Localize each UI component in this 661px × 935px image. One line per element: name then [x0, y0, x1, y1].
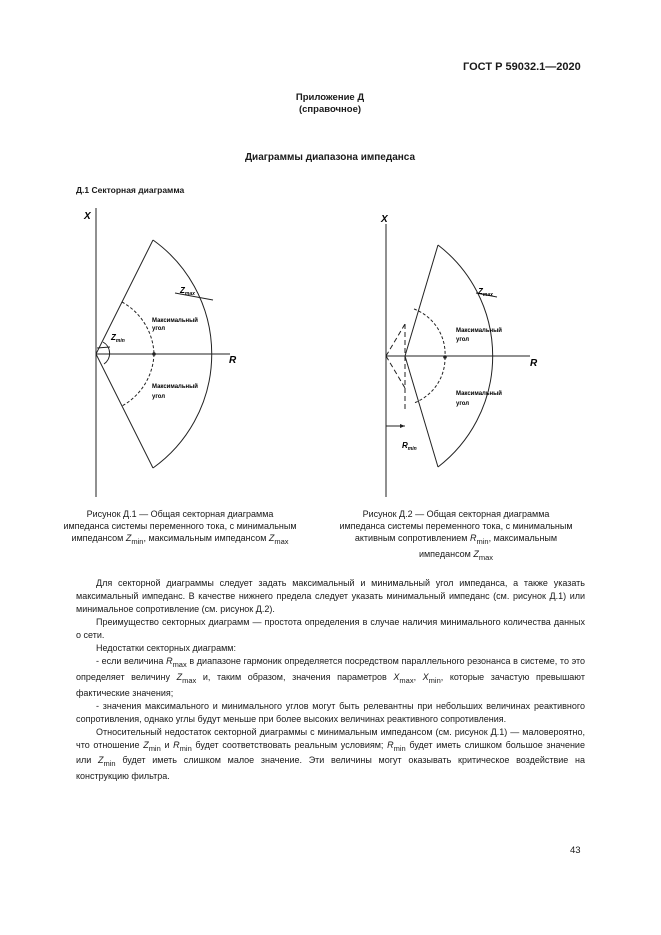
body-text	[76, 577, 585, 783]
fig1-zmax-label: $Z_{max}$	[180, 286, 195, 297]
appendix-note: (справочное)	[298, 104, 362, 115]
fig1-zmin-arc	[103, 342, 110, 364]
fig1-upper-angle-arc	[122, 302, 154, 354]
fig1-x-label: X	[84, 211, 91, 222]
fig2-r-label: R	[530, 358, 538, 369]
fig1-angle-upper-2: угол	[152, 326, 166, 332]
fig2-upper-angle-arc	[414, 309, 445, 357]
paragraph-1: Для секторной диаграммы следует задать максимальный и минимальный угол импеданса, а также указать максимальный импеданс. В качестве нижнего предела следует указать минимальный импеданс (см. рисунок Д.1) или минимальное сопротивление (см. рисунок Д.2).	[76, 578, 585, 614]
paragraph-3: Недостатки секторных диаграмм:	[96, 643, 236, 653]
fig1-angle-dot	[152, 352, 156, 356]
fig2-angle-lower-2: угол	[456, 401, 470, 407]
fig2-angle-lower-1: Максимальный	[456, 391, 502, 397]
paragraph-2: Преимущество секторных диаграмм — простота определения в случае наличия минимального количества данных о сети.	[76, 617, 585, 640]
figure-d1-caption: Рисунок Д.1 — Общая секторная диаграмма импеданса системы переменного тока, с минимальным импедансом $Z_{min}$, максимальным импедансом $Z_{max}$	[63, 509, 297, 546]
fig2-rmin-arrow	[400, 424, 405, 428]
fig2-lower-angle-arc	[414, 357, 445, 403]
fig2-rmin-label: $R_{min}$	[402, 441, 417, 452]
fig2-x-label: X	[381, 214, 388, 225]
figure-d2-caption: Рисунок Д.2 — Общая секторная диаграмма импеданса системы переменного тока, с минимальным активным сопротивлением $R_{min}$, максимальным импедансом $Z_{max}$	[339, 509, 573, 562]
fig2-angle-dot	[443, 355, 447, 359]
fig2-lower-dashed	[386, 356, 405, 388]
fig1-angle-lower-1: Максимальный	[152, 384, 198, 390]
fig2-zmax-label: $Z_{max}$	[478, 287, 493, 298]
subsection-title: Д.1 Секторная диаграмма	[76, 185, 185, 195]
fig1-angle-upper-1: Максимальный	[152, 318, 198, 324]
fig2-upper-edge	[405, 245, 438, 356]
fig1-lower-edge	[96, 354, 153, 468]
fig2-angle-upper-1: Максимальный	[456, 328, 502, 334]
appendix-title: Приложение Д	[295, 92, 365, 103]
fig1-lower-angle-arc	[122, 354, 154, 406]
fig1-zmin-label: $Z_{min}$	[111, 333, 125, 344]
fig2-angle-upper-2: угол	[456, 337, 470, 343]
paragraph-5: - значения максимального и минимального углов могут быть релевантны при небольших величинах реактивного сопротивления, однако углы будут меньше при более высоких величинах реактивного сопротивления.	[76, 700, 585, 724]
fig1-angle-lower-2: угол	[152, 394, 166, 400]
fig2-upper-dashed	[386, 324, 405, 356]
fig1-r-label: R	[229, 355, 237, 366]
fig1-upper-edge	[96, 240, 153, 354]
paragraph-4: - если величина $R_{max}$ в диапазоне гармоник определяется посредством параллельного резонанса в системе, то это определяет величину $Z_{max}$ и, таким образом, значения параметров $X_{max}$, $X_{min}$, которые зачастую превышают фактические значения;	[76, 656, 586, 698]
section-title: Диаграммы диапазона импеданса	[244, 152, 416, 163]
page-number: 43	[570, 845, 581, 856]
paragraph-6: Относительный недостаток секторной диаграммы с минимальным импедансом (см. рисунок Д.1) — маловероятно, что отношение $Z_{min}$ и $R_{min}$ будет соответствовать реальным условиям; $R_{min}$ будет иметь слишком большое значение или $Z_{min}$ будет иметь слишком малое значение. Эти величины могут оказывать критическое воздействие на конструкцию фильтра.	[76, 726, 585, 782]
standard-header: ГОСТ Р 59032.1—2020	[463, 61, 581, 73]
